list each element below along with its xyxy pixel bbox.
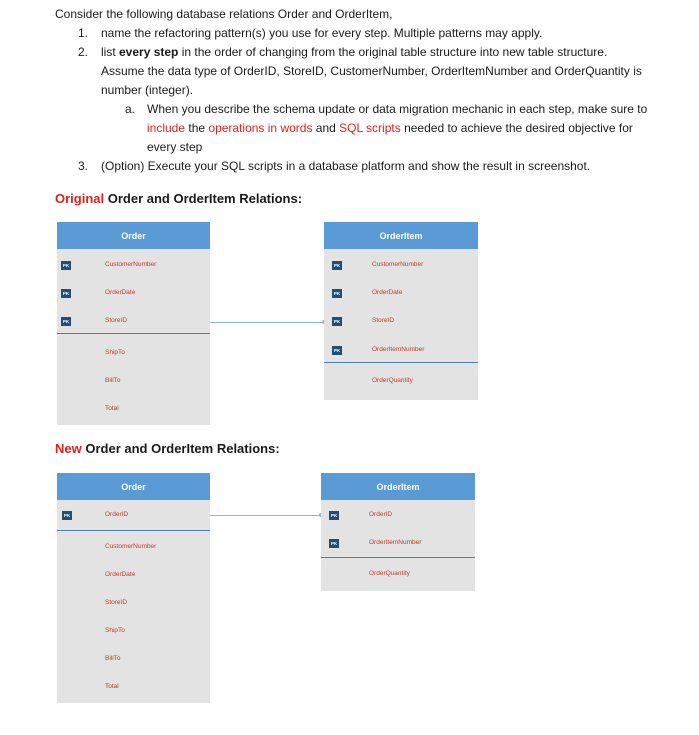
and-text: and xyxy=(312,121,340,135)
original-heading xyxy=(55,191,302,206)
pk-badge: PK xyxy=(62,291,70,296)
key-separator xyxy=(324,362,478,363)
list-item-2-bold: every step xyxy=(119,45,179,59)
field-storeid: StoreID xyxy=(372,317,395,324)
key-separator xyxy=(321,557,475,558)
field-orderdate: OrderDate xyxy=(105,571,136,578)
sub-item-a-line2 xyxy=(147,119,633,138)
sub-item-a-line3: every step xyxy=(147,140,203,154)
field-orderid: OrderID xyxy=(105,511,129,518)
list-item-2-line3: number (integer). xyxy=(101,83,194,97)
field-orderquantity: OrderQuantity xyxy=(369,570,410,577)
include-text: include xyxy=(147,121,186,135)
field-orderitemnumber: OrderItemNumber xyxy=(369,539,422,546)
list-item-2-post: in the order of changing from the original table structure into new table structure. xyxy=(178,45,608,59)
original-heading-rest: Order and OrderItem Relations: xyxy=(104,191,303,206)
pk-badge: PK xyxy=(62,319,70,324)
relationship-line xyxy=(210,322,324,323)
table-header: Order xyxy=(57,473,210,500)
list-item-2-pre: list xyxy=(101,45,119,59)
field-orderdate: OrderDate xyxy=(105,289,136,296)
list-item-2 xyxy=(101,43,607,62)
pk-badge: PK xyxy=(333,348,341,353)
field-customernumber: CustomerNumber xyxy=(105,543,157,550)
table-header: Order xyxy=(57,222,210,249)
field-shipto: ShipTo xyxy=(105,349,125,356)
the-text: the xyxy=(185,121,209,135)
pk-badge: PK xyxy=(333,319,341,324)
field-customernumber: CustomerNumber xyxy=(372,261,424,268)
operations-text: operations in words xyxy=(208,121,313,135)
list-number-2: 2. xyxy=(78,45,89,59)
pk-badge: PK xyxy=(333,291,341,296)
new-order-table xyxy=(57,473,210,703)
list-item-3: (Option) Execute your SQL scripts in a database platform and show the result in screenshot. xyxy=(101,159,591,173)
new-heading-rest: Order and OrderItem Relations: xyxy=(81,441,280,456)
original-heading-red: Original xyxy=(55,191,105,206)
relationship-line xyxy=(210,515,321,516)
field-orderdate: OrderDate xyxy=(372,289,403,296)
table-header: OrderItem xyxy=(321,473,475,500)
field-orderid: OrderID xyxy=(369,511,393,518)
field-billto: BillTo xyxy=(105,377,121,384)
field-billto: BillTo xyxy=(105,655,121,662)
pk-badge: PK xyxy=(333,263,341,268)
list-number-3: 3. xyxy=(78,159,89,173)
new-heading xyxy=(55,441,280,456)
key-separator xyxy=(57,530,210,531)
pk-badge: PK xyxy=(330,541,338,546)
field-orderquantity: OrderQuantity xyxy=(372,377,413,384)
field-storeid: StoreID xyxy=(105,317,128,324)
new-orderitem-table xyxy=(321,473,475,591)
field-total: Total xyxy=(105,683,119,690)
sub-list-letter-a: a. xyxy=(125,102,136,116)
field-orderitemnumber: OrderItemNumber xyxy=(372,346,425,353)
sub-item-a-line1: When you describe the schema update or data migration mechanic in each step, make sure to xyxy=(147,102,648,116)
pk-badge: PK xyxy=(62,263,70,268)
original-orderitem-table xyxy=(324,222,478,400)
pk-badge: PK xyxy=(330,513,338,518)
field-shipto: ShipTo xyxy=(105,627,125,634)
intro-line: Consider the following database relations Order and OrderItem, xyxy=(55,7,393,21)
list-item-1: name the refactoring pattern(s) you use for every step. Multiple patterns may apply. xyxy=(101,26,543,40)
field-total: Total xyxy=(105,405,119,412)
new-heading-red: New xyxy=(55,441,82,456)
pk-badge: PK xyxy=(63,513,71,518)
key-separator xyxy=(57,333,210,334)
original-order-table xyxy=(57,222,210,425)
rest-text: needed to achieve the desired objective for xyxy=(400,121,633,135)
field-customernumber: CustomerNumber xyxy=(105,261,157,268)
list-number-1: 1. xyxy=(78,26,89,40)
list-item-2-line2: Assume the data type of OrderID, StoreID, CustomerNumber, OrderItemNumber and OrderQuantity is xyxy=(101,64,642,78)
field-storeid: StoreID xyxy=(105,599,128,606)
table-header: OrderItem xyxy=(324,222,478,249)
sql-scripts-text: SQL scripts xyxy=(339,121,401,135)
